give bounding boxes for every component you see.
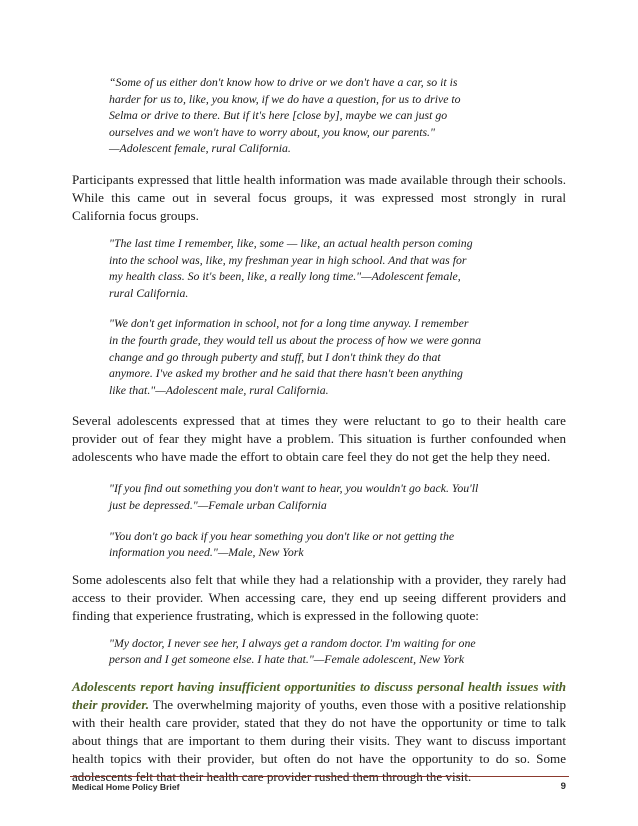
paragraph-health-info: Participants expressed that little health information was made available through their schools. While this came out in several focus groups, it was expressed most strongly in rural California focus groups. bbox=[72, 171, 566, 223]
page-body bbox=[72, 74, 566, 786]
quote-line: "My doctor, I never see her, I always get a random doctor. I'm waiting for one bbox=[109, 635, 476, 650]
quote-line: "You don't go back if you hear something you don't like or not getting the bbox=[109, 528, 455, 543]
quote-attribution: just be depressed."—Female urban California bbox=[109, 497, 327, 512]
quote-attribution: person and I get someone else. I hate that."—Female adolescent, New York bbox=[109, 652, 465, 667]
quote-line: Selma or drive to there. But if it's here [close by], maybe we can just go bbox=[109, 108, 448, 123]
quote-line: "We don't get information in school, not for a long time anyway. I remember bbox=[109, 316, 469, 331]
quote-attribution: information you need."—Male, New York bbox=[109, 545, 304, 560]
paragraph-lead-heading: Adolescents report having insufficient opportunities to discuss personal health issues with their provider. bbox=[72, 678, 566, 712]
quote-block-4 bbox=[109, 480, 529, 513]
quote-line: change and go through puberty and stuff, but I don't think they do that bbox=[109, 349, 441, 364]
quote-line: “Some of us either don't know how to drive or we don't have a car, so it is bbox=[109, 75, 458, 89]
quote-line: ourselves and we won't have to worry about, you know, our parents." bbox=[109, 124, 435, 139]
quote-line: in the fourth grade, they would tell us about the process of how we were gonna bbox=[109, 332, 482, 347]
quote-attribution: rural California. bbox=[109, 285, 189, 300]
quote-block-1 bbox=[109, 74, 529, 157]
quote-block-5 bbox=[109, 528, 529, 561]
paragraph-access: Some adolescents also felt that while they had a relationship with a provider, they rarely had access to their provider. When accessing care, they end up seeing different providers and finding that experience frustrating, which is expressed in the following quote: bbox=[72, 571, 566, 623]
quote-block-3 bbox=[109, 315, 529, 398]
paragraph-reluctance: Several adolescents expressed that at times they were reluctant to go to their health care provider out of fear they might have a problem. This situation is further confounded when adolescents who have made the effort to obtain care feel they do not get the help they need. bbox=[72, 413, 566, 465]
quote-block-6 bbox=[109, 635, 529, 668]
paragraph-opportunities bbox=[72, 678, 566, 786]
quote-line: anymore. I've asked my brother and he said that there hasn't been anything bbox=[109, 366, 463, 381]
quote-block-2 bbox=[109, 235, 529, 301]
paragraph-body: The overwhelming majority of youths, even those with a positive relationship with their health care provider, stated that they do not have the opportunity or time to talk about things that are important to them during their visits. They want to discuss important health topics with their provider, but often do not have the opportunity to do so. Some adolescents felt that their health care provider rushed them through the visit. bbox=[72, 696, 566, 784]
quote-attribution: —Adolescent female, rural California. bbox=[109, 141, 291, 156]
quote-line: "If you find out something you don't want to hear, you wouldn't go back. You'll bbox=[109, 481, 479, 496]
quote-line: into the school was, like, my freshman year in high school. And that was for bbox=[109, 252, 467, 267]
quote-line: my health class. So it's been, like, a really long time."—Adolescent female, bbox=[109, 269, 461, 284]
quote-attribution: like that."—Adolescent male, rural California. bbox=[109, 382, 329, 397]
quote-line: "The last time I remember, like, some — like, an actual health person coming bbox=[109, 235, 473, 250]
quote-line: harder for us to, like, you know, if we do have a question, for us to drive to bbox=[109, 91, 461, 106]
footer-title: Medical Home Policy Brief bbox=[72, 782, 180, 792]
page-number: 9 bbox=[560, 781, 566, 792]
footer-divider bbox=[70, 776, 569, 777]
